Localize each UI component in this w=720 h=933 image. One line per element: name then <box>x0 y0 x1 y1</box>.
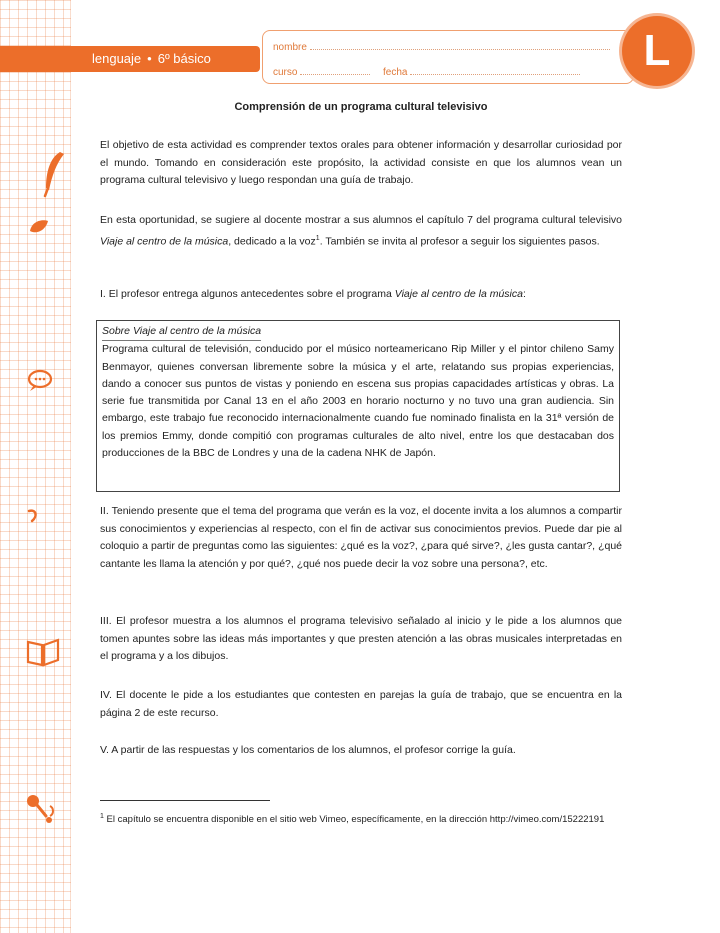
step-1-text: I. El profesor entrega algunos antecedentes sobre el programa <box>100 288 395 300</box>
subject-badge: L <box>622 16 692 86</box>
speech-bubble-icon <box>26 368 54 392</box>
box-title <box>102 323 614 341</box>
step-3: III. El profesor muestra a los alumnos el programa televisivo señalado al inicio y le pide a los alumnos que tomen apuntes sobre las ideas más importantes y que presten atención a las obras musicales interpretadas en el programa y a los dibujos. <box>100 615 622 662</box>
quill-pen-icon <box>40 150 66 198</box>
program-name: Viaje al centro de la música <box>100 235 229 247</box>
grade-label: 6º básico <box>157 51 211 66</box>
student-info-form <box>262 30 634 84</box>
name-row <box>273 39 610 53</box>
step-2: II. Teniendo presente que el tema del programa que verán es la voz, el docente invita a los alumnos a compartir sus conocimientos y experiencias al respecto, con el fin de activar sus conocimientos previos. Puede dar pie al coloquio a partir de preguntas como las siguientes: ¿qué es la voz?, ¿para qué sirve?, ¿les gusta cantar?, ¿qué cantante les llama la atención y por qué?, ¿qué nos puede decir la voz sobre una persona?, etc. <box>100 505 622 570</box>
small-shape-icon <box>26 508 40 524</box>
course-label: curso <box>273 67 298 78</box>
microphone-note-icon <box>24 792 58 826</box>
step-5: V. A partir de las respuestas y los comentarios de los alumnos, el profesor corrige la guía. <box>100 744 516 756</box>
footnote-ref: 1 <box>315 234 320 242</box>
footnote-number: 1 <box>100 813 104 820</box>
leaf-icon <box>28 217 50 237</box>
course-field[interactable] <box>300 64 370 75</box>
course-date-row <box>273 64 580 78</box>
footnote-text: El capítulo se encuentra disponible en el sitio web Vimeo, específicamente, en la dirección http://vimeo.com/15222191 <box>106 814 605 826</box>
program-info-box <box>96 320 620 492</box>
opportunity-text-a: En esta oportunidad, se sugiere al docente mostrar a sus alumnos el capítulo 7 del programa cultural televisivo <box>100 214 622 226</box>
subject-banner <box>0 46 260 72</box>
footnote-divider <box>100 800 270 801</box>
intro-paragraph: El objetivo de esta actividad es comprender textos orales para obtener información y desarrollar curiosidad por el mundo. Tomando en consideración este propósito, la actividad consiste en que los alumnos vean un programa cultural televisivo y luego respondan una guía de trabajo. <box>100 139 622 186</box>
subject-label: lenguaje • 6º básico <box>92 51 211 66</box>
footnote <box>100 809 622 828</box>
box-title-prefix: Sobre <box>102 325 133 337</box>
date-field[interactable] <box>410 64 580 75</box>
subject-name: lenguaje <box>92 51 142 66</box>
opportunity-text-c: . También se invita al profesor a seguir los siguientes pasos. <box>319 235 600 247</box>
opportunity-text-b: , dedicado a la voz <box>228 235 316 247</box>
box-text: Programa cultural de televisión, conducido por el músico norteamericano Rip Miller y el pintor chileno Samy Benmayor, quienes conversan libremente sobre la música y el arte, relatando sus propias experiencias, dando a conocer sus puntos de vistas y poniendo en escena sus propias capacidades artísticas y obras. La serie fue transmitida por Canal 13 en el año 2003 en horario nocturno y no tuvo una gran audiencia. Sin embargo, este trabajo fue reconocido internacionalmente cuando fue nominado finalista en la 31ª versión de los premios Emmy, donde compitió con programas culturales de alto nivel, entre los que destacaban dos producciones de la BBC de Londres y una de la cadena NHK de Japón. <box>102 343 614 460</box>
step-1-program: Viaje al centro de la música <box>394 288 523 300</box>
page-title: Comprensión de un programa cultural televisivo <box>234 101 488 113</box>
step-1-colon: : <box>522 288 526 300</box>
name-field[interactable] <box>310 39 610 50</box>
name-label: nombre <box>273 42 307 53</box>
step-1 <box>100 286 622 304</box>
open-book-icon <box>24 636 62 668</box>
opportunity-paragraph <box>100 212 622 251</box>
step-4: IV. El docente le pide a los estudiantes que contesten en parejas la guía de trabajo, que se encuentra en la página 2 de este recurso. <box>100 689 622 719</box>
box-title-program: Viaje al centro de la música <box>132 325 262 337</box>
date-label: fecha <box>383 67 408 78</box>
